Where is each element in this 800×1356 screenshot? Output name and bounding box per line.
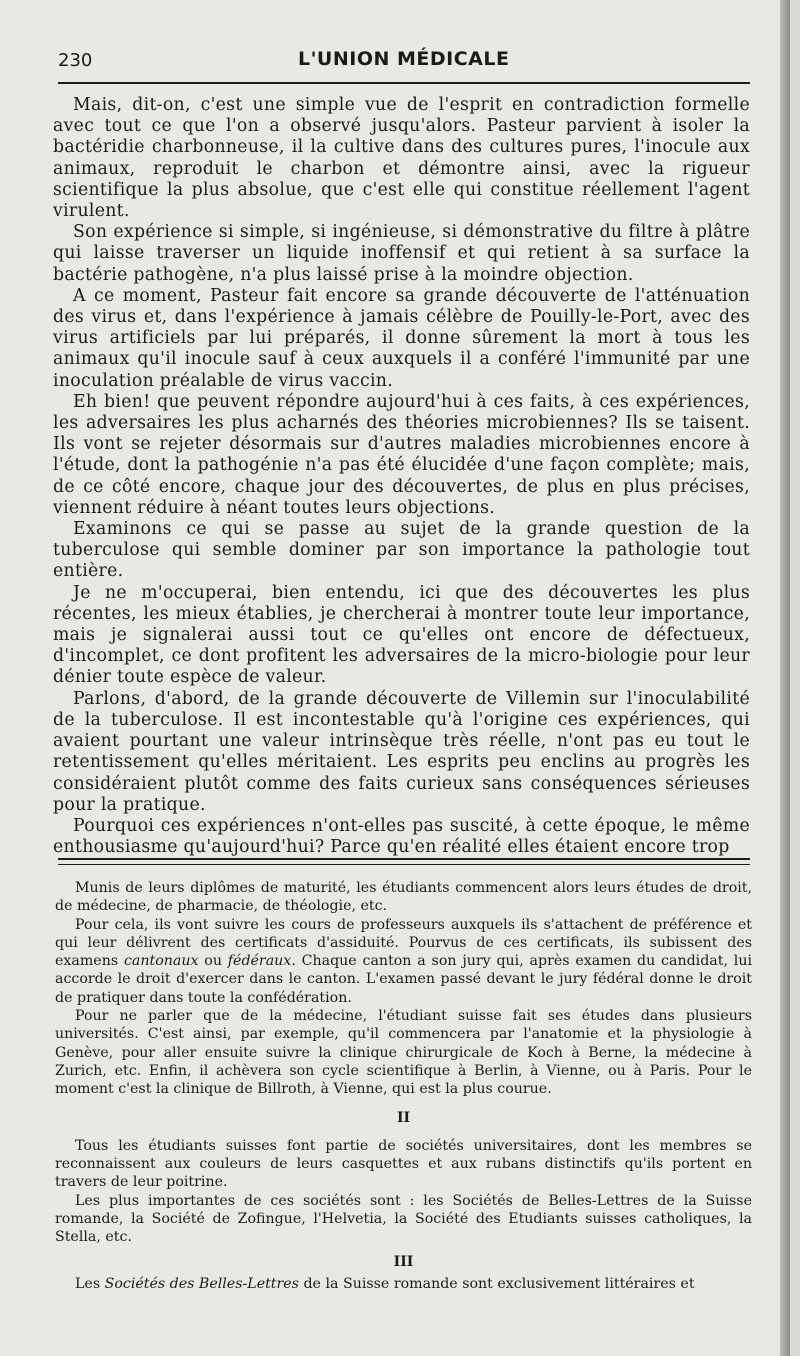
paragraph: Pourquoi ces expériences n'ont-elles pas suscité, à cette époque, le même enthousiasme qu'aujourd'hui? Parce qu'en réalité elles étaient encore trop xyxy=(53,815,750,858)
note-text: Pour cela, ils vont suivre les cours de professeurs auxquels ils s'attachent de préférence et qui leur délivrent des certificats d'assiduité. Pourvus de ces certificats, ils subissent des examens xyxy=(55,916,752,970)
footnotes xyxy=(55,879,752,1293)
note-italic: cantonaux xyxy=(123,953,199,970)
paragraph: Eh bien! que peuvent répondre aujourd'hui à ces faits, à ces expériences, les adversaires les plus acharnés des théories microbiennes? Ils se taisent. Ils vont se rejeter désormais sur d'autres maladies microbiennes encore à l'étude, dont la pathogénie n'a pas été élucidée d'une façon complète; mais, de ce côté encore, chaque jour des découvertes, de plus en plus précises, viennent réduire à néant toutes leurs objections. xyxy=(53,391,750,518)
page-number: 230 xyxy=(58,50,93,71)
section-heading-ii: II xyxy=(396,1109,411,1126)
note-italic: Sociétés des Belles-Lettres xyxy=(104,1275,299,1292)
paragraph: A ce moment, Pasteur fait encore sa grande découverte de l'atténuation des virus et, dans l'expérience à jamais célèbre de Pouilly-le-Port, avec des virus artificiels par lui préparés, il donne sûrement la mort à tous les animaux qu'il inocule sauf à ceux auxquels il a conféré l'immunité par une inoculation préalable de virus vaccin. xyxy=(53,285,750,391)
paragraph: Je ne m'occuperai, bien entendu, ici que des découvertes les plus récentes, les mieux établies, je chercherai à montrer toute leur importance, mais je signalerai aussi tout ce qu'elles ont encore de défectueux, d'incomplet, ce dont profitent les adversaires de la micro-biologie pour leur dénier toute espèce de valeur. xyxy=(53,582,750,688)
section-heading-iii: III xyxy=(393,1253,414,1270)
paragraph: Mais, dit-on, c'est une simple vue de l'esprit en contradiction formelle avec tout ce que l'on a observé jusqu'alors. Pasteur parvient à isoler la bactéridie charbonneuse, il la cultive dans des cultures pures, l'inocule aux animaux, reproduit le charbon et démontre ainsi, avec la rigueur scientifique la plus absolue, que c'est elle qui constitue réellement l'agent virulent. xyxy=(53,95,750,222)
note-paragraph: Les plus importantes de ces sociétés sont : les Sociétés de Belles-Lettres de la Suisse romande, la Société de Zofingue, l'Helvetia, la Société des Etudiants suisses catholiques, la Stella, etc. xyxy=(55,1192,752,1246)
note-paragraph xyxy=(55,1275,752,1293)
header-rule xyxy=(58,82,750,84)
page-edge-shadow xyxy=(780,0,790,1356)
note-paragraph xyxy=(55,916,752,1007)
footnote-rule xyxy=(58,858,750,860)
note-paragraph: Tous les étudiants suisses font partie de sociétés universitaires, dont les membres se reconnaissent aux couleurs de leurs casquettes et aux rubans distinctifs qu'ils portent en travers de leur poitrine. xyxy=(55,1137,752,1191)
note-italic: fédéraux xyxy=(227,953,292,970)
note-text: Les xyxy=(75,1275,105,1292)
note-paragraph: Pour ne parler que de la médecine, l'étudiant suisse fait ses études dans plusieurs universités. C'est ainsi, par exemple, qu'il commencera par l'anatomie et la physiologie à Genève, pour aller ensuite suivre la clinique chirurgicale de Koch à Berne, la médecine à Zurich, etc. Enfin, il achèvera son cycle scientifique à Berlin, à Vienne, ou à Paris. Pour le moment c'est la clinique de Billroth, à Vienne, qui est la plus courue. xyxy=(55,1008,752,1098)
footnote-rule-thin xyxy=(58,864,750,865)
note-paragraph: Munis de leurs diplômes de maturité, les étudiants commencent alors leurs études de droit, de médecine, de pharmacie, de théologie, etc. xyxy=(55,880,752,915)
note-text: de la Suisse romande sont exclusivement littéraires et xyxy=(298,1275,695,1292)
running-header xyxy=(58,46,750,76)
paragraph: Parlons, d'abord, de la grande découverte de Villemin sur l'inoculabilité de la tuberculose. Il est incontestable qu'à l'origine ces expériences, qui avaient pourtant une valeur intrinsèque très réelle, n'ont pas eu tout le retentissement qu'elles méritaient. Les esprits peu enclins au progrès les considéraient plutôt comme des faits curieux sans conséquences sérieuses pour la pratique. xyxy=(53,688,750,815)
paragraph: Examinons ce qui se passe au sujet de la grande question de la tuberculose qui semble dominer par son importance la pathologie tout entière. xyxy=(53,519,750,582)
paragraph: Son expérience si simple, si ingénieuse, si démonstrative du filtre à plâtre qui laisse traverser un liquide inoffensif et qui retient à sa surface la bactérie pathogène, n'a plus laissé prise à la moindre objection. xyxy=(53,222,750,285)
journal-title: L'UNION MÉDICALE xyxy=(298,48,510,70)
note-text: ou xyxy=(198,953,228,970)
note-text: . Chaque canton a son jury qui, après examen du candidat, lui accorde le droit d'exercer dans le canton. L'examen passé devant le jury fédéral donne le droit de pratiquer dans toute la confédération. xyxy=(55,953,752,1006)
main-text xyxy=(53,95,750,858)
